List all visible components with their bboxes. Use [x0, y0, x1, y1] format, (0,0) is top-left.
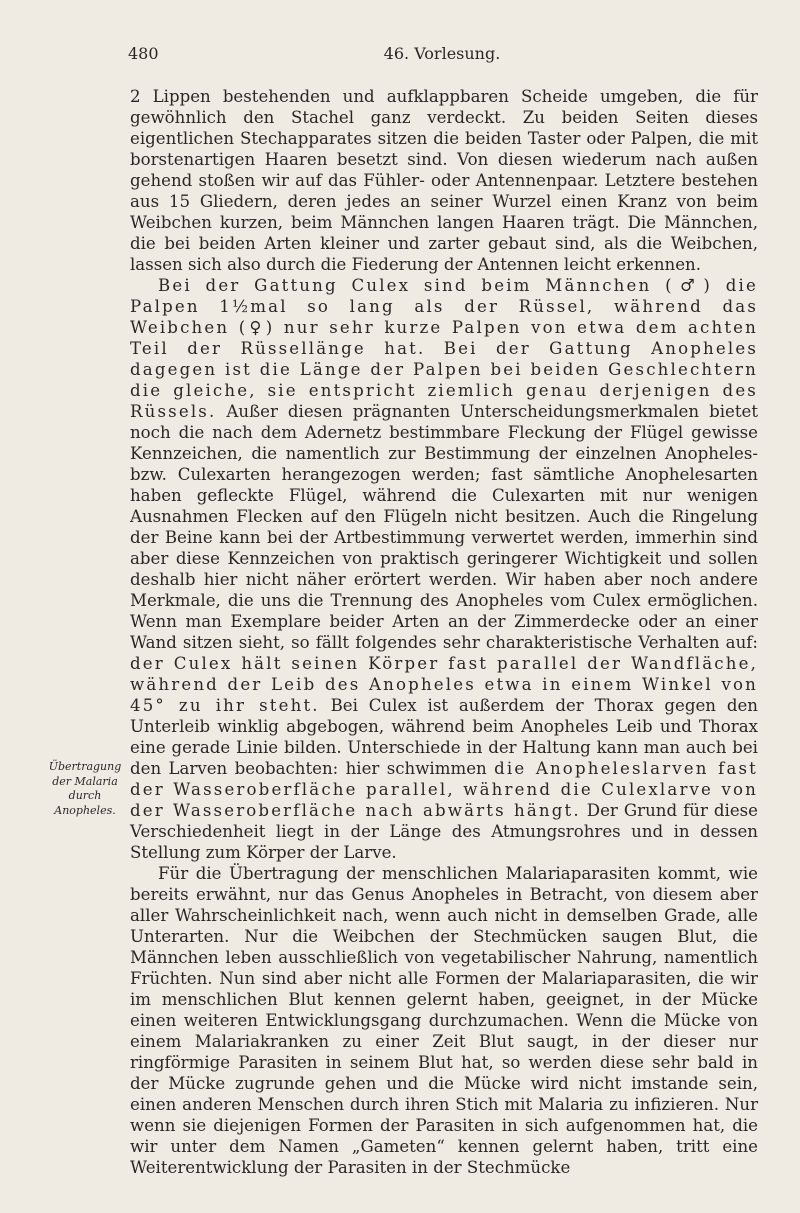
paragraph [130, 275, 758, 863]
margin-note-line: durch [68, 789, 102, 802]
spaced-emphasis: Bei der Gattung Culex sind beim Männchen (♂) die Palpen 1½mal so lang als der Rüssel, während das Weibchen (♀) nur sehr kurze Palpen von etwa dem achten Teil der Rüssellänge hat. Bei der Gattung Anopheles dagegen ist die Länge der Palpen bei beiden Geschlechtern die gleiche, sie entspricht ziemlich genau derjenigen des Rüssels. [130, 276, 758, 421]
paragraph [130, 86, 758, 275]
margin-note [42, 760, 128, 818]
margin-note-line: Anopheles. [54, 803, 116, 817]
spaced-emphasis: die Anopheleslarven fast der Wasseroberfläche parallel, während die Culexlarve von der Wasseroberfläche nach abwärts hängt. [130, 759, 758, 820]
paragraph-text: Bei Culex ist außerdem der Thorax gegen den Unterleib winklig abgebogen, während beim Anopheles Leib und Thorax eine gerade Linie bilden. Unterschiede in der Haltung kann man auch bei den Larven beobachten: hier schwimmen [130, 696, 758, 778]
paragraph [130, 863, 758, 1178]
paragraph-text: Der Grund für diese Verschiedenheit liegt in der Länge des Atmungsrohres und in dessen Stellung zum Körper der Larve. [130, 801, 758, 862]
paragraph-text: Außer diesen prägnanten Unterscheidungsmerkmalen bietet noch die nach dem Adernetz bestimmbare Fleckung der Flügel gewisse Kennzeichen, die namentlich zur Bestimmung der einzelnen Anopheles- bzw. Culexarten herangezogen werden; fast sämtliche Anophelesarten haben gefleckte Flügel, während die Culexarten mit nur wenigen Ausnahmen Flecken auf den Flügeln nicht besitzen. Auch die Ringelung der Beine kann bei der Artbestimmung verwertet werden, immerhin sind aber diese Kennzeichen von praktisch geringerer Wichtigkeit und sollen deshalb hier nicht näher erörtert werden. Wir haben aber noch andere Merkmale, die uns die Trennung des Anopheles vom Culex ermöglichen. Wenn man Exemplare beider Arten an der Zimmerdecke oder an einer Wand sitzen sieht, so fällt folgendes sehr charakteristische Verhalten auf: [130, 402, 758, 652]
running-head: 46. Vorlesung. [383, 44, 501, 63]
page-number: 480 [128, 44, 159, 63]
paragraph-text: Für die Übertragung der menschlichen Malariaparasiten kommt, wie bereits erwähnt, nur das Genus Anopheles in Betracht, von diesem aber aller Wahrscheinlichkeit nach, wenn auch nicht in demselben Grade, alle Unterarten. Nur die Weibchen der Stechmücken saugen Blut, die Männchen leben ausschließlich von vegetabilischer Nahrung, namentlich Früchten. Nun sind aber nicht alle Formen der Malariaparasiten, die wir im menschlichen Blut kennen gelernt haben, geeignet, in der Mücke einen weiteren Entwicklungsgang durchzumachen. Wenn die Mücke von einem Malariakranken zu einer Zeit Blut saugt, in der dieser nur ringförmige Parasiten in seinem Blut hat, so werden diese sehr bald in der Mücke zugrunde gehen und die Mücke wird nicht imstande sein, einen anderen Menschen durch ihren Stich mit Malaria zu infizieren. Nur wenn sie diejenigen Formen der Parasiten in sich aufgenommen hat, die wir unter dem Namen „Gameten“ kennen gelernt haben, tritt eine Weiterentwicklung der Parasiten in der Stechmücke [130, 864, 758, 1177]
margin-note-line: Übertragung [48, 760, 122, 773]
page-header [128, 44, 756, 66]
body-text [130, 86, 758, 1178]
paragraph-text: 2 Lippen bestehenden und aufklappbaren Scheide umgeben, die für gewöhnlich den Stachel ganz verdeckt. Zu beiden Seiten dieses eigentlichen Stechapparates sitzen die beiden Taster oder Palpen, die mit borstenartigen Haaren besetzt sind. Von diesen wiederum nach außen gehend stoßen wir auf das Fühler- oder Antennenpaar. Letztere bestehen aus 15 Gliedern, deren jedes an seiner Wurzel einen Kranz von beim Weibchen kurzen, beim Männchen langen Haaren trägt. Die Männchen, die bei beiden Arten kleiner und zarter gebaut sind, als die Weibchen, lassen sich also durch die Fiederung der Antennen leicht erkennen. [130, 87, 758, 274]
spaced-emphasis: der Culex hält seinen Körper fast parallel der Wandfläche, während der Leib des Anopheles etwa in einem Winkel von 45° zu ihr steht. [130, 654, 758, 715]
margin-note-line: der Malaria [52, 774, 118, 788]
